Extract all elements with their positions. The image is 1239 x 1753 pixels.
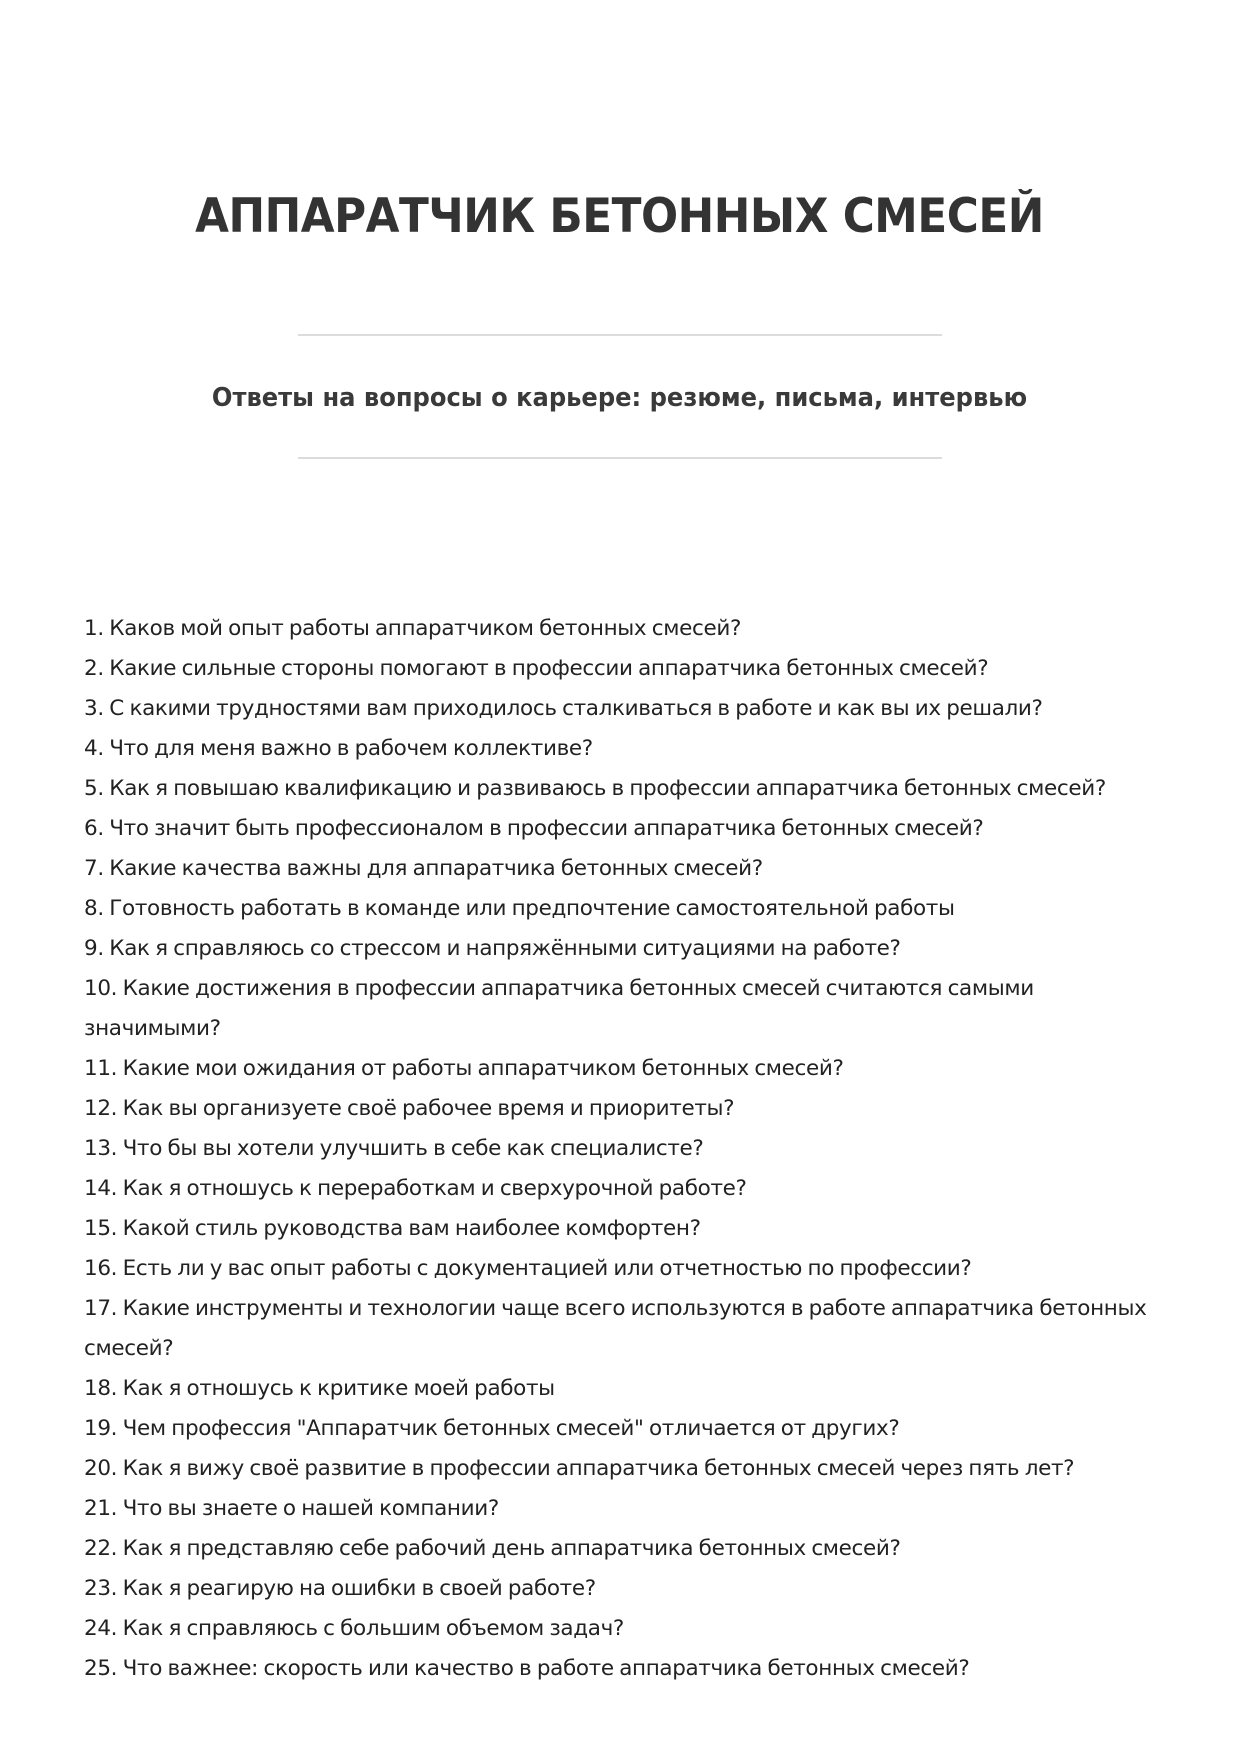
question-item: 22. Как я представляю себе рабочий день аппаратчика бетонных смесей? — [84, 1536, 901, 1561]
question-item: 14. Как я отношусь к переработкам и сверхурочной работе? — [84, 1176, 747, 1201]
question-item: 24. Как я справляюсь с большим объемом задач? — [84, 1616, 624, 1641]
question-item: 16. Есть ли у вас опыт работы с документацией или отчетностью по профессии? — [84, 1256, 972, 1281]
question-item: 19. Чем профессия "Аппаратчик бетонных смесей" отличается от других? — [84, 1416, 900, 1441]
divider-bottom — [298, 457, 942, 459]
question-item: 20. Как я вижу своё развитие в профессии аппаратчика бетонных смесей через пять лет? — [84, 1456, 1075, 1481]
question-item: 18. Как я отношусь к критике моей работы — [84, 1376, 555, 1401]
question-item: 5. Как я повышаю квалификацию и развиваюсь в профессии аппаратчика бетонных смесей? — [84, 776, 1106, 801]
question-item: 7. Какие качества важны для аппаратчика бетонных смесей? — [84, 856, 763, 881]
question-item: 11. Какие мои ожидания от работы аппаратчиком бетонных смесей? — [84, 1056, 844, 1081]
question-item: 3. С какими трудностями вам приходилось сталкиваться в работе и как вы их решали? — [84, 696, 1043, 721]
question-item: 1. Каков мой опыт работы аппаратчиком бетонных смесей? — [84, 616, 742, 641]
question-item: 6. Что значит быть профессионалом в профессии аппаратчика бетонных смесей? — [84, 816, 984, 841]
question-item: 25. Что важнее: скорость или качество в работе аппаратчика бетонных смесей? — [84, 1656, 970, 1681]
divider-top — [298, 334, 942, 336]
question-item: 4. Что для меня важно в рабочем коллективе? — [84, 736, 593, 761]
question-item: 15. Какой стиль руководства вам наиболее комфортен? — [84, 1216, 701, 1241]
question-item: 21. Что вы знаете о нашей компании? — [84, 1496, 499, 1521]
question-list — [84, 609, 1174, 1689]
question-item: 8. Готовность работать в команде или предпочтение самостоятельной работы — [84, 896, 955, 921]
document-subtitle: Ответы на вопросы о карьере: резюме, письма, интервью — [211, 383, 1028, 413]
document-title: АППАРАТЧИК БЕТОННЫХ СМЕСЕЙ — [195, 189, 1044, 244]
question-item: 9. Как я справляюсь со стрессом и напряжёнными ситуациями на работе? — [84, 936, 901, 961]
question-item: 23. Как я реагирую на ошибки в своей работе? — [84, 1576, 596, 1601]
question-item: 10. Какие достижения в профессии аппаратчика бетонных смесей считаются самыми значимыми? — [84, 976, 1034, 1041]
question-item: 2. Какие сильные стороны помогают в профессии аппаратчика бетонных смесей? — [84, 656, 989, 681]
question-item: 13. Что бы вы хотели улучшить в себе как специалисте? — [84, 1136, 704, 1161]
question-item: 17. Какие инструменты и технологии чаще всего используются в работе аппаратчика бетонных смесей? — [84, 1296, 1147, 1361]
question-item: 12. Как вы организуете своё рабочее время и приоритеты? — [84, 1096, 735, 1121]
